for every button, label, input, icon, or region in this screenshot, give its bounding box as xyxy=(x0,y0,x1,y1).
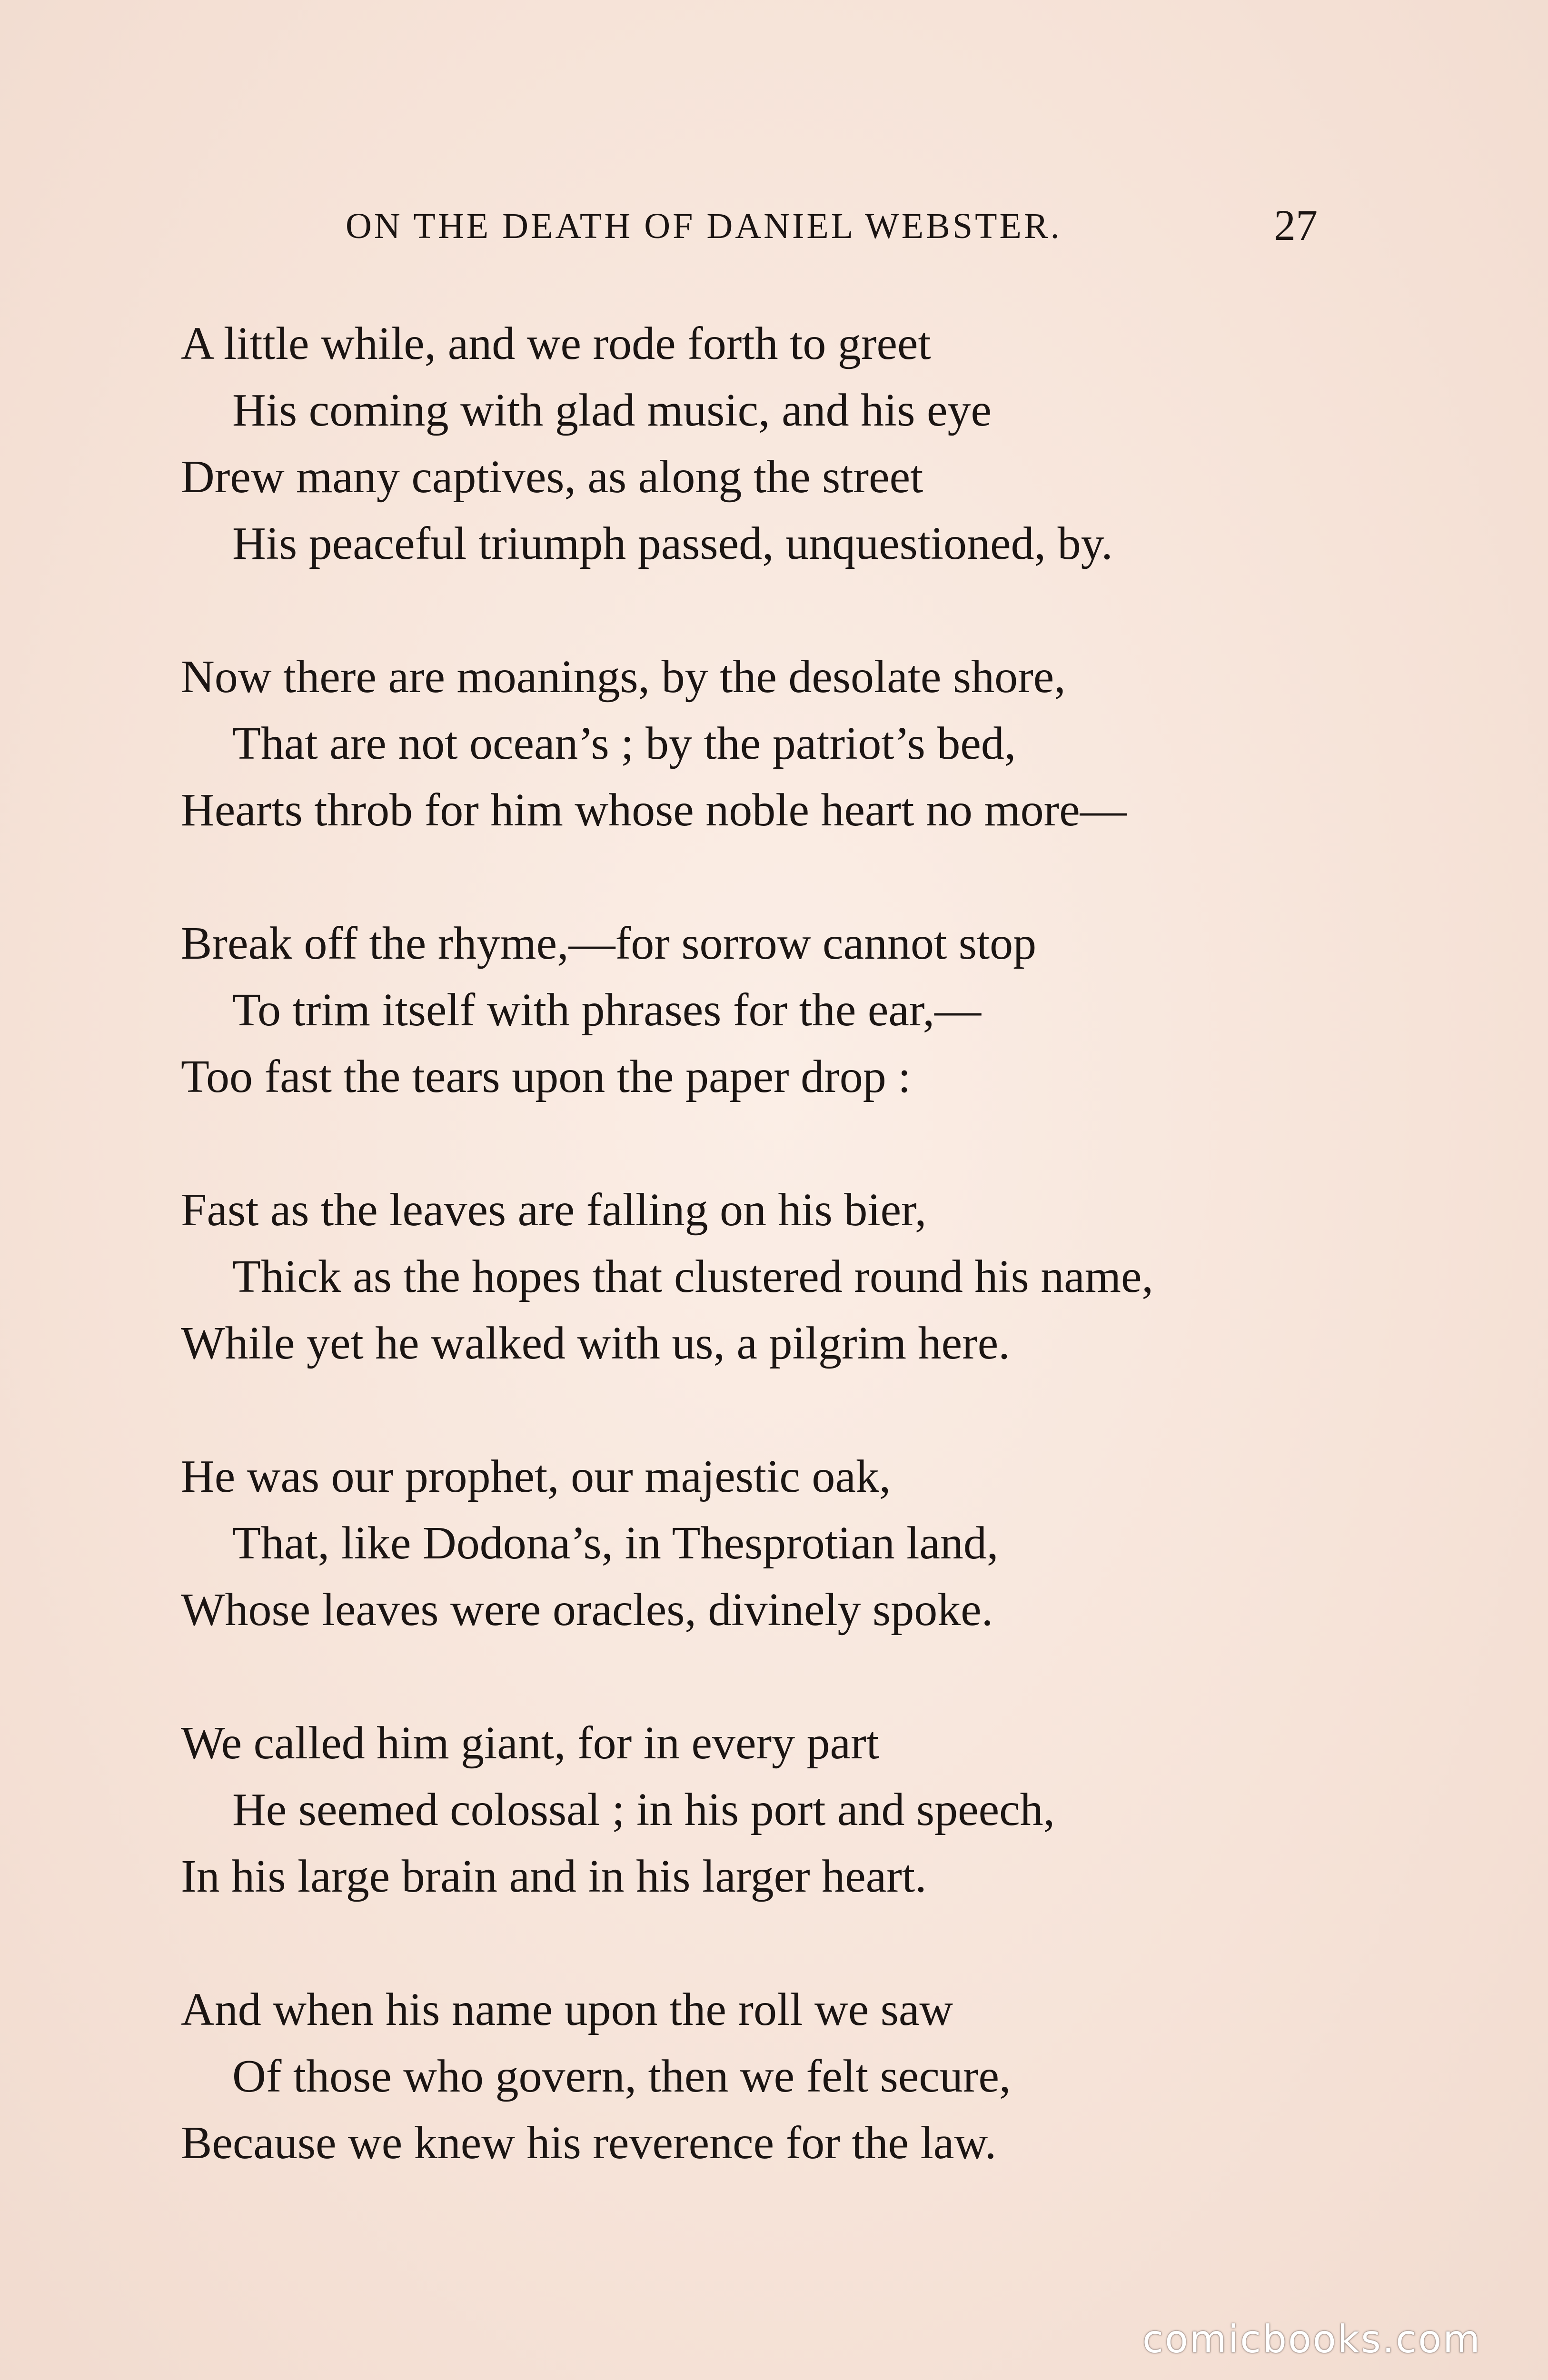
poem-line: Because we knew his reverence for the law. xyxy=(181,2117,997,2169)
stanza-3 xyxy=(181,910,1333,1110)
poem-line: To trim itself with phrases for the ear,— xyxy=(232,984,982,1036)
poem-line: His coming with glad music, and his eye xyxy=(232,385,992,436)
poem-line: He was our prophet, our majestic oak, xyxy=(181,1451,891,1502)
poem-line: A little while, and we rode forth to greet xyxy=(181,318,931,369)
poem-line: Too fast the tears upon the paper drop : xyxy=(181,1051,911,1102)
poem xyxy=(181,310,1333,2243)
poem-line: That are not ocean’s ; by the patriot’s bed, xyxy=(232,718,1016,769)
poem-line: In his large brain and in his larger heart. xyxy=(181,1851,927,1902)
poem-line: He seemed colossal ; in his port and speech, xyxy=(232,1784,1055,1835)
stanza-7 xyxy=(181,1976,1333,2176)
running-title: ON THE DEATH OF DANIEL WEBSTER. xyxy=(346,206,1062,246)
poem-line: We called him giant, for in every part xyxy=(181,1717,879,1769)
stanza-5 xyxy=(181,1443,1333,1643)
stanza-4 xyxy=(181,1177,1333,1377)
poem-line: While yet he walked with us, a pilgrim here. xyxy=(181,1318,1010,1369)
stanza-1 xyxy=(181,310,1333,577)
stanza-2 xyxy=(181,644,1333,843)
poem-line: Of those who govern, then we felt secure, xyxy=(232,2051,1011,2102)
poem-line: Break off the rhyme,—for sorrow cannot stop xyxy=(181,918,1037,969)
poem-line: Hearts throb for him whose noble heart no more— xyxy=(181,784,1127,836)
poem-line: Now there are moanings, by the desolate shore, xyxy=(181,651,1066,703)
poem-line: Whose leaves were oracles, divinely spoke. xyxy=(181,1584,993,1636)
poem-line: And when his name upon the roll we saw xyxy=(181,1984,953,2035)
poem-line: That, like Dodona’s, in Thesprotian land, xyxy=(232,1517,999,1569)
page-number: 27 xyxy=(1274,201,1318,249)
poem-line: Thick as the hopes that clustered round his name, xyxy=(232,1251,1153,1302)
watermark-logo: comicbooks.com xyxy=(1142,2317,1482,2361)
stanza-6 xyxy=(181,1710,1333,1910)
poem-line: Drew many captives, as along the street xyxy=(181,451,923,503)
poem-line: Fast as the leaves are falling on his bier, xyxy=(181,1184,927,1236)
poem-line: His peaceful triumph passed, unquestioned, by. xyxy=(232,518,1113,569)
